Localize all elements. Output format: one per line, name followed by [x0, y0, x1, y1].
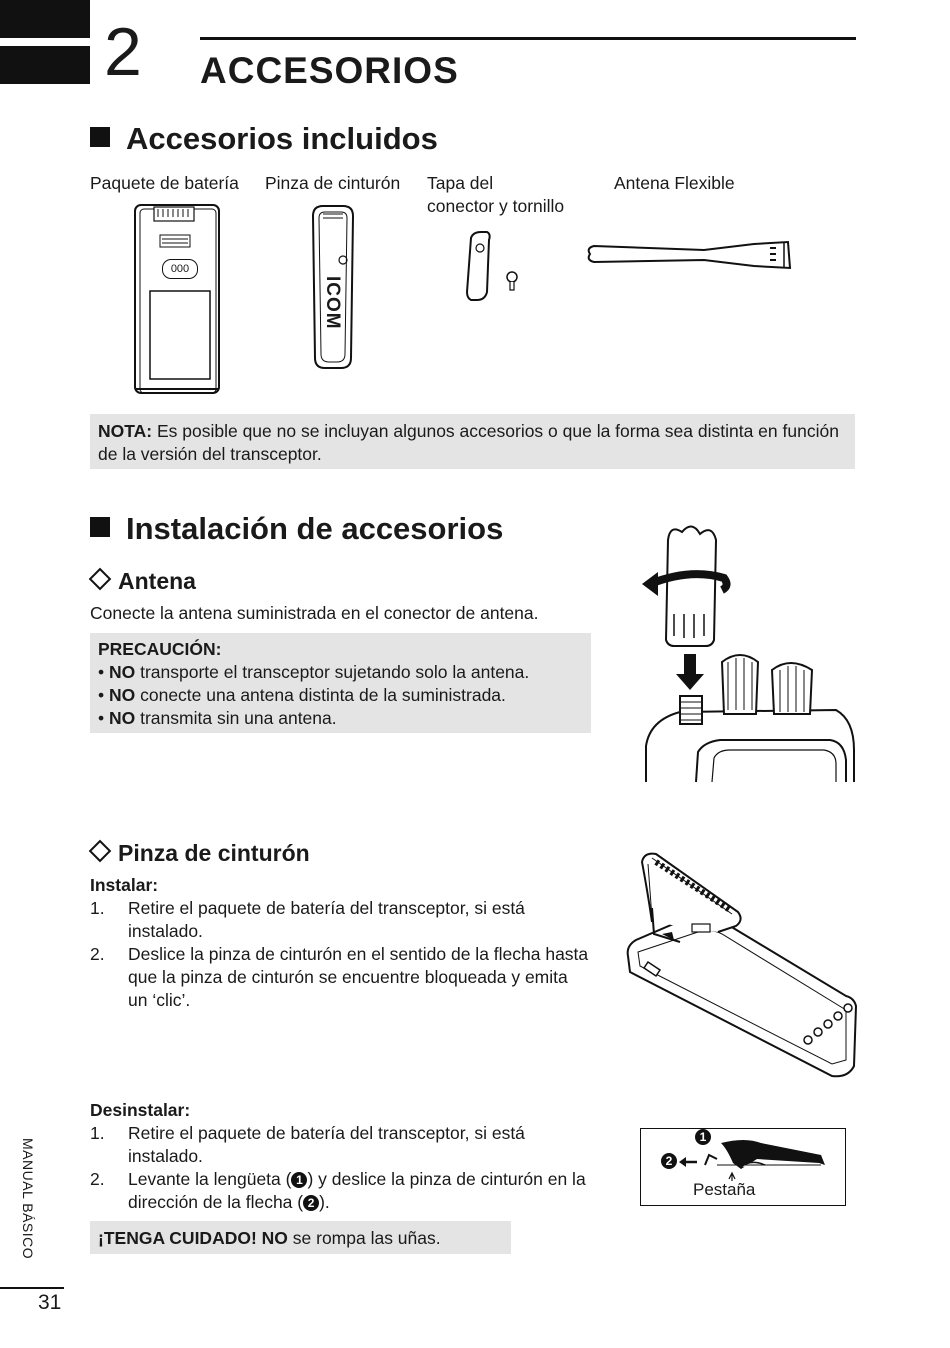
tab-label: Pestaña	[693, 1180, 756, 1199]
caution-box	[90, 633, 591, 733]
note-text: Es posible que no se incluyan algunos accesorios o que la forma sea distinta en función de la versión del transceptor.	[98, 421, 839, 464]
heading-square-icon	[90, 517, 110, 537]
diagram-marker-1-icon: 1	[695, 1129, 711, 1145]
install-label: Instalar:	[90, 875, 159, 895]
item-label-clip: Pinza de cinturón	[265, 173, 401, 193]
manual-side-label: MANUAL BÁSICO	[20, 1138, 36, 1260]
list-item: 2. Levante la lengüeta ( 1 ) y deslice la pinza de cinturón en la dirección de la flecha ( 2 ).	[90, 1169, 586, 1212]
caution-title: PRECAUCIÓN:	[98, 639, 222, 659]
item-label-cap: Tapa del conector y tornillo	[427, 173, 565, 216]
item-label-battery: Paquete de batería	[90, 173, 239, 193]
subheading-antenna: Antena	[88, 568, 196, 595]
footer-rule	[0, 1287, 64, 1289]
section-heading-included: Accesorios incluidos	[90, 122, 438, 156]
diagram-marker-2-icon: 2	[661, 1153, 677, 1169]
note-label: NOTA:	[98, 421, 153, 441]
chapter-rule	[200, 37, 856, 40]
uninstall-label: Desinstalar:	[90, 1100, 191, 1120]
subheading-belt-clip: Pinza de cinturón	[88, 840, 310, 867]
clip-brand-text: ICOM	[322, 276, 343, 330]
diamond-icon	[89, 840, 112, 863]
uninstall-steps	[90, 1122, 600, 1214]
item-label-antenna: Antena Flexible	[614, 173, 735, 193]
note-box	[90, 414, 855, 469]
list-item: 1. Retire el paquete de batería del transceptor, si está instalado.	[90, 898, 525, 941]
battery-pack-illustration	[132, 203, 224, 397]
chapter-tab-top	[0, 0, 90, 38]
caution-item: • NO transmita sin una antena.	[98, 708, 337, 728]
install-steps	[90, 897, 590, 1012]
antenna-install-illustration	[640, 520, 856, 782]
tab-removal-diagram	[640, 1128, 846, 1206]
caution-item: • NO transporte el transceptor sujetando solo la antena.	[98, 662, 530, 682]
chapter-title: ACCESORIOS	[200, 50, 459, 91]
heading-square-icon	[90, 127, 110, 147]
caution-item: • NO conecte una antena distinta de la suministrada.	[98, 685, 506, 705]
page-number: 31	[38, 1291, 62, 1314]
diamond-icon	[89, 568, 112, 591]
warning-box: ¡TENGA CUIDADO! NO se rompa las uñas.	[90, 1221, 511, 1254]
antenna-instruction: Conecte la antena suministrada en el conector de antena.	[90, 603, 539, 623]
connector-cap-illustration	[463, 230, 525, 302]
marker-2-icon: 2	[303, 1195, 319, 1211]
flexible-antenna-illustration	[584, 238, 794, 272]
belt-clip-install-illustration	[622, 848, 858, 1084]
list-item: 2. Deslice la pinza de cinturón en el sentido de la flecha hasta que la pinza de cinturón se encuentre bloqueada y emita un ‘clic’.	[90, 944, 589, 1010]
chapter-tab-bottom	[0, 46, 90, 84]
chapter-number: 2	[104, 14, 142, 90]
list-item: 1. Retire el paquete de batería del transceptor, si está instalado.	[90, 1123, 525, 1166]
section-heading-install: Instalación de accesorios	[90, 512, 503, 546]
battery-label-oval: 000	[162, 259, 198, 279]
marker-1-icon: 1	[291, 1172, 307, 1188]
